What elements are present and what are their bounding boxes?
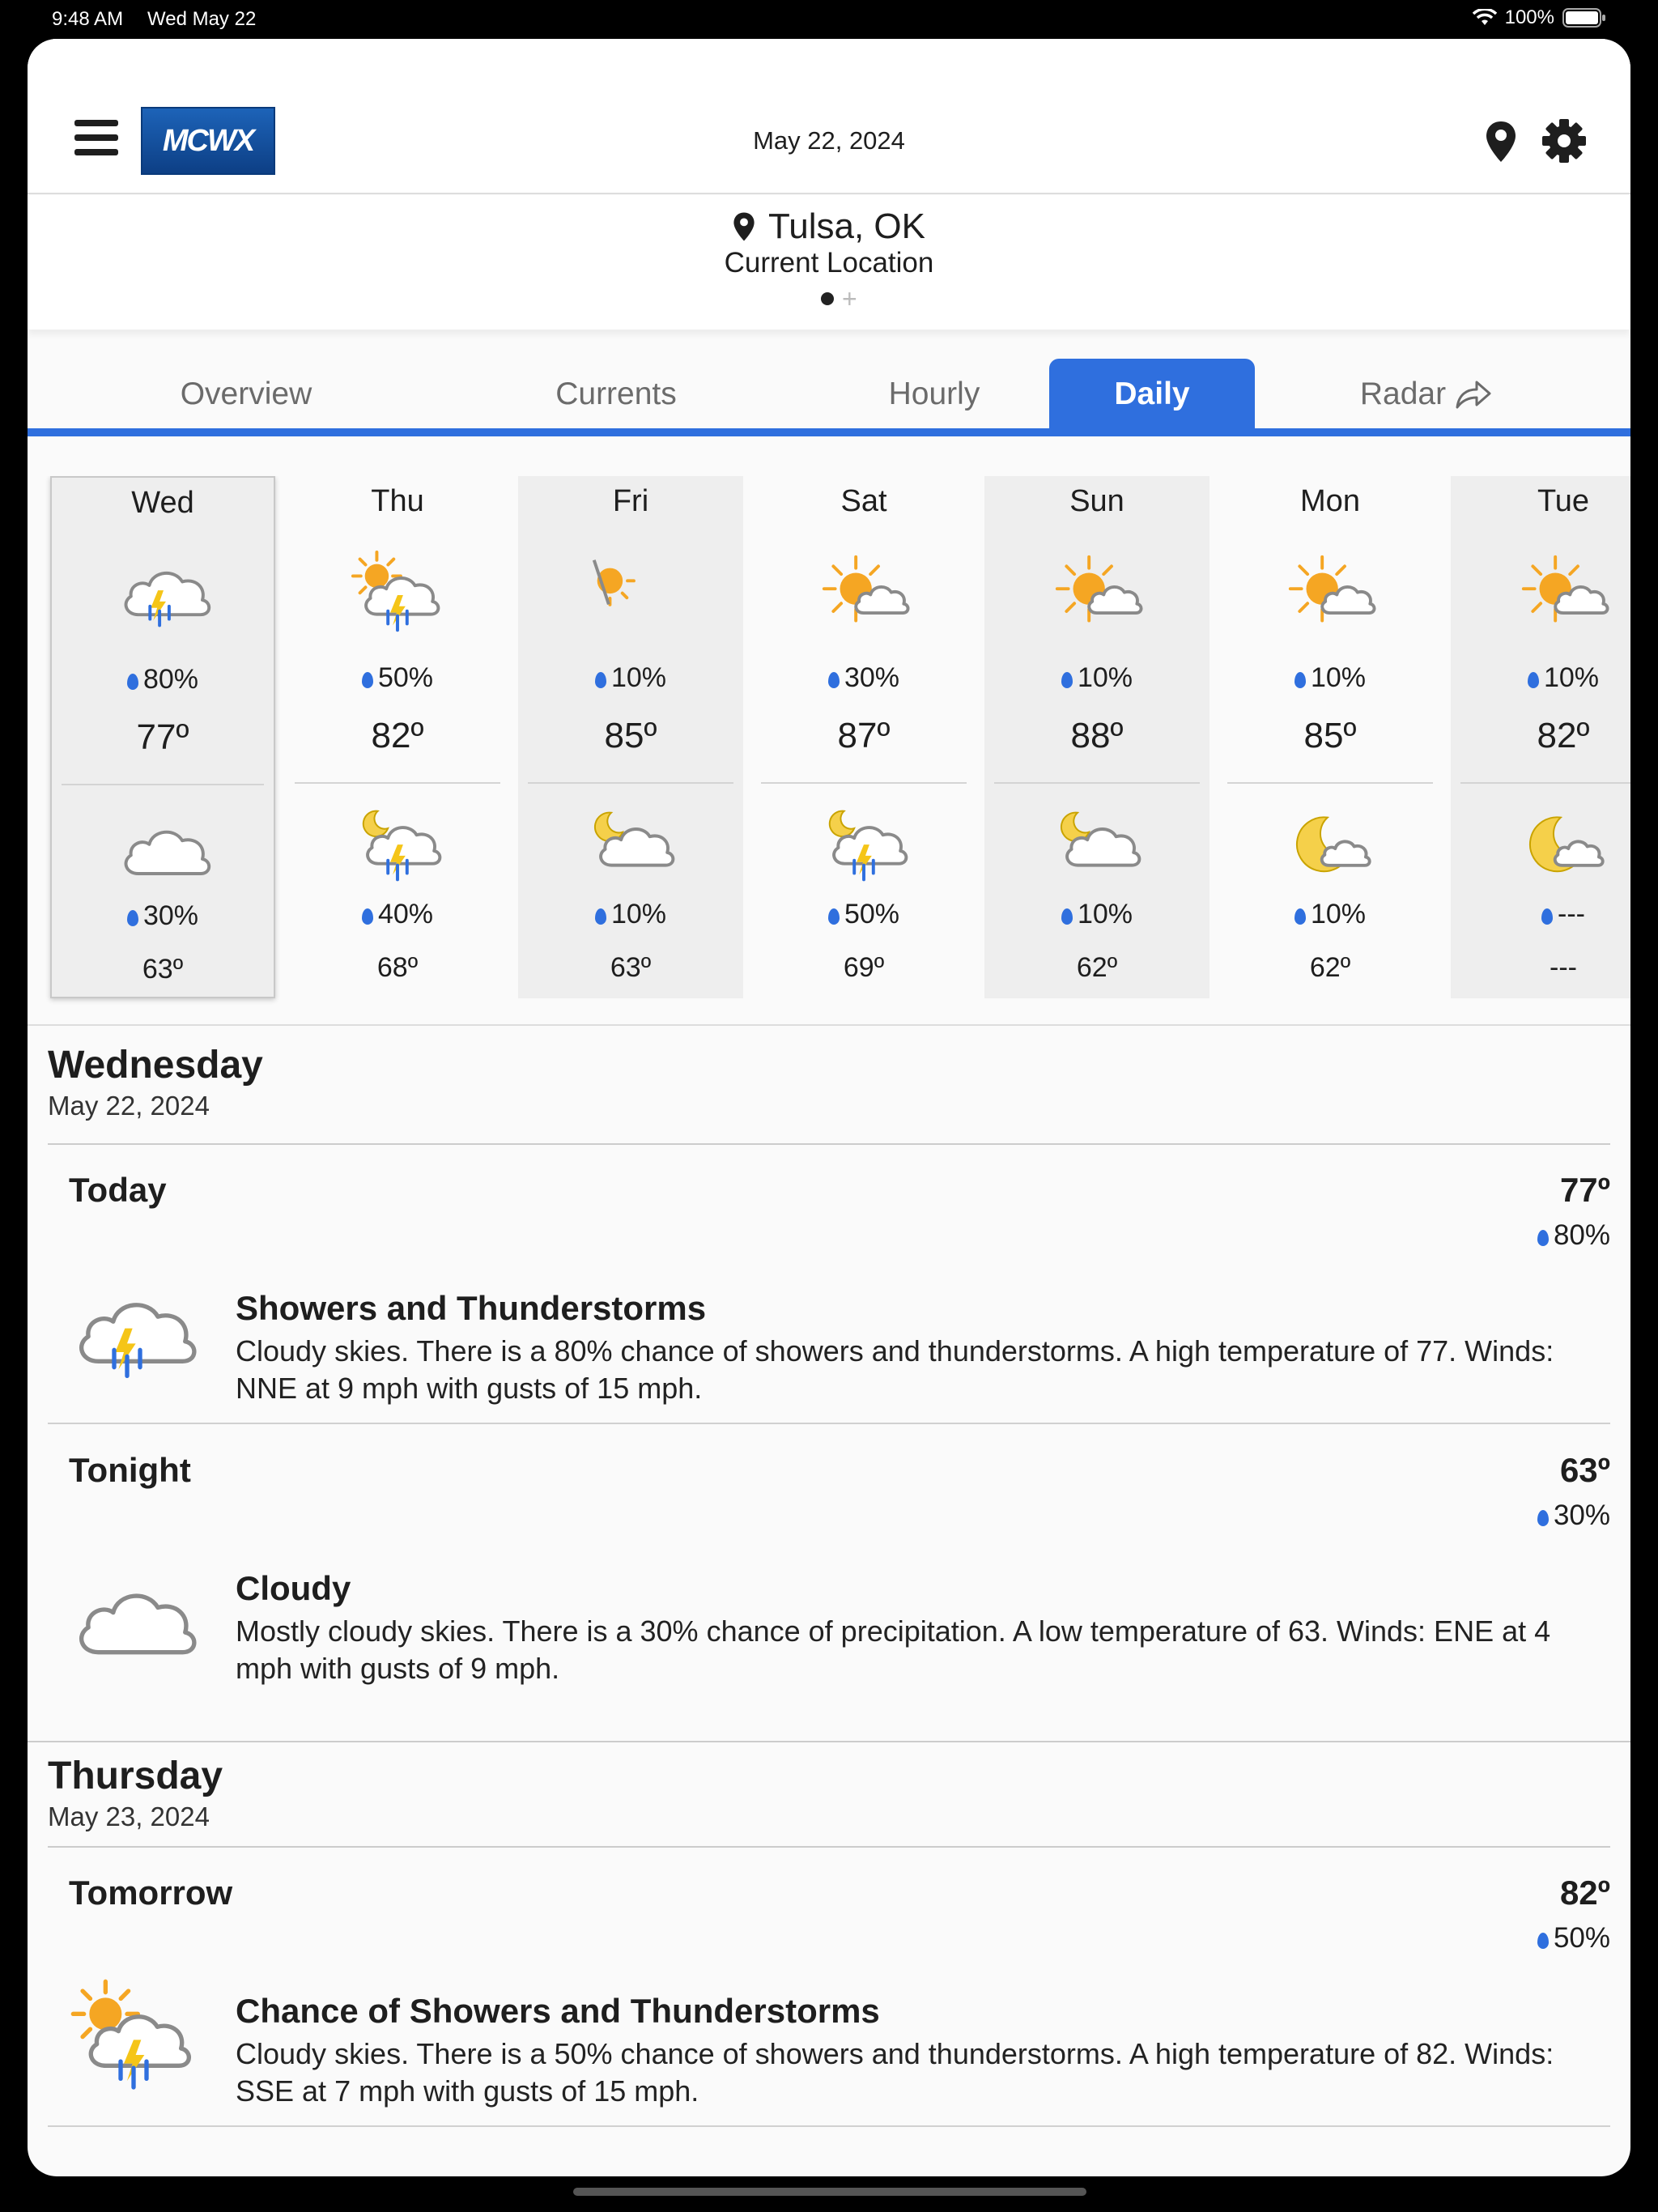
location-name: Tulsa, OK bbox=[768, 206, 925, 246]
low-temp: 62º bbox=[1309, 952, 1351, 983]
day-icon bbox=[350, 549, 445, 649]
moon-cloud-icon bbox=[1049, 800, 1145, 895]
raindrop-icon bbox=[1537, 1510, 1549, 1526]
moon-cloud-icon bbox=[583, 800, 678, 895]
daily-forecast-strip[interactable] bbox=[28, 476, 1630, 1015]
tab-hourly[interactable]: Hourly bbox=[888, 376, 980, 411]
tab-currents[interactable]: Currents bbox=[555, 376, 677, 411]
divider bbox=[28, 1741, 1630, 1742]
high-temp: 82º bbox=[371, 716, 424, 755]
location-subtitle: Current Location bbox=[724, 247, 934, 279]
high-temp: 85º bbox=[604, 716, 657, 755]
high-temp: 82º bbox=[1537, 716, 1590, 755]
high-temp: 85º bbox=[1303, 716, 1357, 755]
day-label: Tue bbox=[1537, 484, 1590, 518]
day-label: Wed bbox=[131, 486, 194, 520]
night-icon bbox=[1049, 800, 1145, 900]
cloud-icon bbox=[117, 802, 212, 897]
day-column-thu[interactable] bbox=[285, 476, 510, 998]
night-precip-value: 40% bbox=[377, 899, 434, 929]
low-temp: --- bbox=[1550, 952, 1577, 983]
day-precip-value: 10% bbox=[1543, 662, 1600, 693]
night-icon bbox=[1282, 800, 1378, 900]
period-description: Cloudy skies. There is a 80% chance of showers and thunderstorms. A high temperature of 77. Winds: NNE at 9 mph with gusts of 15 mph. bbox=[236, 1334, 1554, 1405]
night-precip bbox=[751, 899, 976, 930]
night-precip-value: --- bbox=[1558, 899, 1585, 929]
app-logo: MCWX bbox=[141, 107, 275, 175]
period-card[interactable] bbox=[48, 1425, 1610, 1704]
divider bbox=[761, 782, 967, 784]
period-precip bbox=[1537, 1219, 1610, 1252]
period-title: Showers and Thunderstorms bbox=[236, 1289, 707, 1327]
raindrop-icon bbox=[595, 908, 606, 925]
raindrop-icon bbox=[1541, 908, 1553, 925]
tab-bar bbox=[28, 359, 1630, 435]
sun-partly-cloudy-icon bbox=[1049, 549, 1145, 644]
divider bbox=[48, 2125, 1610, 2127]
page-indicator[interactable] bbox=[821, 284, 857, 313]
status-right bbox=[1473, 6, 1606, 29]
period-temp: 82º bbox=[1559, 1874, 1610, 1912]
day-precip bbox=[1451, 662, 1630, 694]
day-icon bbox=[1516, 549, 1611, 649]
night-icon bbox=[1516, 800, 1611, 900]
day-precip-value: 80% bbox=[142, 664, 199, 695]
tab-radar-label: Radar bbox=[1359, 376, 1447, 411]
period-temp: 63º bbox=[1559, 1451, 1610, 1489]
night-precip bbox=[52, 900, 274, 932]
tab-overview[interactable]: Overview bbox=[180, 376, 312, 411]
period-precip bbox=[1537, 1499, 1610, 1532]
night-icon bbox=[816, 800, 912, 900]
night-precip bbox=[1451, 899, 1630, 930]
day-icon bbox=[1282, 549, 1378, 649]
period-card[interactable] bbox=[48, 1848, 1610, 2127]
night-precip-value: 10% bbox=[610, 899, 667, 929]
precip-value: 30% bbox=[1553, 1499, 1610, 1531]
day-icon bbox=[583, 549, 678, 649]
day-label: Mon bbox=[1300, 484, 1360, 518]
sun-partly-cloudy-icon bbox=[1282, 549, 1378, 644]
day-date: May 22, 2024 bbox=[48, 1091, 210, 1121]
moon-cloud-thunderstorm-icon bbox=[816, 800, 912, 895]
night-icon bbox=[117, 802, 212, 901]
night-icon bbox=[583, 800, 678, 900]
low-temp: 62º bbox=[1076, 952, 1118, 983]
period-temp: 77º bbox=[1559, 1171, 1610, 1209]
raindrop-icon bbox=[127, 910, 138, 926]
day-column-mon[interactable] bbox=[1218, 476, 1443, 998]
precip-value: 50% bbox=[1553, 1922, 1610, 1954]
day-icon bbox=[117, 551, 212, 650]
day-name: Thursday bbox=[48, 1755, 223, 1797]
day-precip-value: 50% bbox=[377, 662, 434, 693]
page-dot-active bbox=[821, 292, 834, 305]
night-precip bbox=[285, 899, 510, 930]
raindrop-icon bbox=[828, 672, 840, 688]
day-precip-value: 10% bbox=[1077, 662, 1133, 693]
day-icon bbox=[1049, 549, 1145, 649]
home-indicator[interactable] bbox=[573, 2188, 1086, 2196]
cloud-thunderstorm-icon bbox=[69, 1274, 198, 1404]
tab-underline bbox=[28, 428, 1630, 436]
raindrop-icon bbox=[1295, 908, 1306, 925]
night-precip-value: 10% bbox=[1077, 899, 1133, 929]
night-precip-value: 50% bbox=[844, 899, 900, 929]
low-temp: 68º bbox=[376, 952, 419, 983]
high-temp: 87º bbox=[837, 716, 891, 755]
moon-small-cloud-icon bbox=[1282, 800, 1378, 895]
header-date: May 22, 2024 bbox=[753, 126, 905, 155]
day-label: Sat bbox=[840, 484, 887, 518]
period-card[interactable] bbox=[48, 1145, 1610, 1424]
raindrop-icon bbox=[595, 672, 606, 688]
day-precip-value: 10% bbox=[610, 662, 667, 693]
period-name: Tonight bbox=[69, 1451, 191, 1489]
night-precip bbox=[1218, 899, 1443, 930]
raindrop-icon bbox=[828, 908, 840, 925]
period-title: Cloudy bbox=[236, 1569, 351, 1607]
location-pin-icon[interactable] bbox=[1485, 120, 1517, 164]
raindrop-icon bbox=[1537, 1933, 1549, 1949]
cloud-thunderstorm-icon bbox=[69, 1274, 198, 1408]
divider bbox=[295, 782, 500, 784]
status-date: Wed May 22 bbox=[147, 8, 257, 30]
divider bbox=[994, 782, 1200, 784]
sun-cloud-thunderstorm-icon bbox=[69, 1977, 198, 2107]
raindrop-icon bbox=[362, 672, 373, 688]
night-precip-value: 10% bbox=[1310, 899, 1367, 929]
night-icon bbox=[350, 800, 445, 900]
share-arrow-icon bbox=[1454, 378, 1493, 410]
day-date: May 23, 2024 bbox=[48, 1802, 210, 1831]
raindrop-icon bbox=[1061, 672, 1073, 688]
day-label: Fri bbox=[612, 484, 649, 518]
high-temp: 77º bbox=[136, 717, 189, 757]
period-name: Tomorrow bbox=[69, 1874, 233, 1912]
battery-percent: 100% bbox=[1504, 6, 1554, 28]
cloud-icon bbox=[69, 1555, 198, 1684]
sun-cloud-thunderstorm-icon bbox=[350, 549, 445, 644]
day-precip bbox=[518, 662, 743, 694]
battery-icon bbox=[1562, 8, 1606, 28]
low-temp: 63º bbox=[610, 952, 652, 983]
day-column-fri[interactable] bbox=[518, 476, 743, 998]
raindrop-icon bbox=[1537, 1230, 1549, 1246]
sun-cloud-thunderstorm-icon bbox=[69, 1977, 198, 2111]
divider bbox=[62, 784, 264, 785]
gear-icon[interactable] bbox=[1541, 118, 1587, 164]
day-header bbox=[48, 1754, 1610, 1832]
day-column-wed[interactable] bbox=[50, 476, 275, 998]
day-column-sat[interactable] bbox=[751, 476, 976, 998]
moon-small-cloud-icon bbox=[1516, 800, 1611, 895]
raindrop-icon bbox=[1061, 908, 1073, 925]
period-title: Chance of Showers and Thunderstorms bbox=[236, 1992, 880, 2030]
location-title[interactable] bbox=[28, 206, 1630, 247]
sun-partly-cloudy-icon bbox=[816, 549, 912, 644]
high-temp: 88º bbox=[1070, 716, 1124, 755]
divider bbox=[1460, 782, 1630, 784]
night-precip bbox=[518, 899, 743, 930]
day-precip bbox=[52, 664, 274, 696]
period-description: Mostly cloudy skies. There is a 30% chance of precipitation. A low temperature of 63. Winds: ENE at 4 mph with gusts of 9 mph. bbox=[236, 1614, 1551, 1685]
period-precip bbox=[1537, 1922, 1610, 1955]
night-precip-value: 30% bbox=[142, 900, 199, 931]
location-pin-icon bbox=[733, 211, 755, 242]
location-section bbox=[28, 195, 1630, 330]
app-sheet bbox=[28, 39, 1630, 2176]
night-precip bbox=[984, 899, 1209, 930]
top-bar bbox=[28, 39, 1630, 194]
precip-value: 80% bbox=[1553, 1219, 1610, 1251]
tab-radar[interactable] bbox=[1321, 359, 1532, 430]
sun-partly-cloudy-icon bbox=[1516, 549, 1611, 644]
day-precip bbox=[1218, 662, 1443, 694]
raindrop-icon bbox=[362, 908, 373, 925]
day-precip bbox=[285, 662, 510, 694]
day-column-tue[interactable] bbox=[1451, 476, 1630, 998]
day-precip-value: 30% bbox=[844, 662, 900, 693]
add-location-icon[interactable]: + bbox=[842, 284, 857, 313]
strip-divider bbox=[28, 1024, 1630, 1026]
sun-cloud-icon bbox=[583, 549, 678, 644]
status-bar bbox=[0, 0, 1658, 39]
day-column-sun[interactable] bbox=[984, 476, 1209, 998]
tab-daily[interactable]: Daily bbox=[1049, 359, 1255, 430]
divider bbox=[528, 782, 733, 784]
day-label: Sun bbox=[1069, 484, 1124, 518]
day-precip bbox=[751, 662, 976, 694]
divider bbox=[1227, 782, 1433, 784]
cloud-icon bbox=[69, 1555, 198, 1688]
day-name: Wednesday bbox=[48, 1044, 263, 1087]
low-temp: 69º bbox=[843, 952, 885, 983]
raindrop-icon bbox=[1295, 672, 1306, 688]
raindrop-icon bbox=[127, 674, 138, 690]
day-precip bbox=[984, 662, 1209, 694]
status-time: 9:48 AM bbox=[52, 8, 124, 30]
wifi-icon bbox=[1473, 9, 1497, 27]
period-description: Cloudy skies. There is a 50% chance of showers and thunderstorms. A high temperature of 82. Winds: SSE at 7 mph with gusts of 15 mph. bbox=[236, 2037, 1554, 2108]
day-label: Thu bbox=[371, 484, 424, 518]
low-temp: 63º bbox=[142, 954, 184, 985]
divider bbox=[48, 1423, 1610, 1424]
moon-cloud-thunderstorm-icon bbox=[350, 800, 445, 895]
cloud-thunderstorm-icon bbox=[117, 551, 212, 646]
day-header bbox=[48, 1043, 1610, 1121]
raindrop-icon bbox=[1528, 672, 1539, 688]
day-precip-value: 10% bbox=[1310, 662, 1367, 693]
day-icon bbox=[816, 549, 912, 649]
period-name: Today bbox=[69, 1171, 167, 1209]
